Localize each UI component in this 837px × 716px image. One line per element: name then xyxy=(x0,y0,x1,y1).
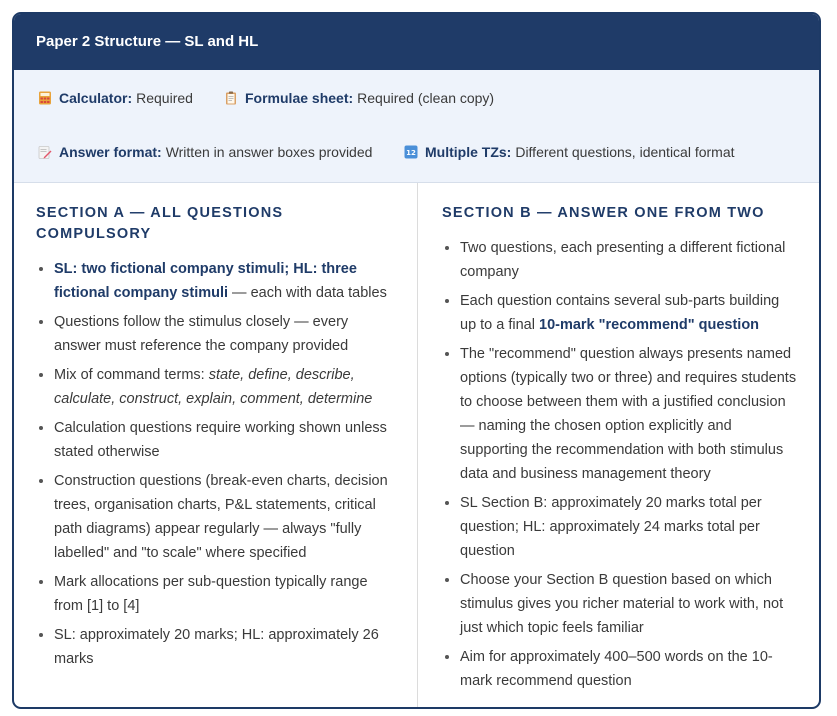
list-item xyxy=(460,491,799,563)
list-item-text: Questions follow the stimulus closely — every answer must reference the company provided xyxy=(54,314,349,354)
list-item-text: Aim for approximately 400–500 words on the 10-mark recommend question xyxy=(460,649,773,689)
list-item-text: — each with data tables xyxy=(228,285,387,301)
info-value: Different questions, identical format xyxy=(515,144,735,160)
list-item-text: Mix of command terms: xyxy=(54,367,209,383)
list-item-text: Calculation questions require working shown unless stated otherwise xyxy=(54,420,387,460)
list-item xyxy=(460,289,799,337)
section-a-list xyxy=(36,257,397,671)
info-multiple-tzs xyxy=(404,144,735,160)
info-calculator xyxy=(38,90,193,106)
clipboard-icon xyxy=(224,91,238,105)
list-item xyxy=(54,623,397,671)
svg-text:12: 12 xyxy=(406,149,416,157)
section-b xyxy=(418,183,819,709)
list-item-text: The "recommend" question always presents named options (typically two or three) and requires students to choose between them with a justified conclusion — naming the chosen option explicitly and supporting the recommendation with both stimulus data and business management theory xyxy=(460,346,797,482)
info-value: Required xyxy=(136,90,193,106)
list-item-emphasis: 10-mark "recommend" question xyxy=(539,317,760,333)
info-label: Calculator: xyxy=(59,90,133,106)
pencil-icon xyxy=(38,145,52,159)
info-label: Answer format: xyxy=(59,144,162,160)
list-item xyxy=(54,257,397,305)
list-item xyxy=(460,645,799,693)
paper-structure-card xyxy=(12,12,821,709)
section-b-heading: SECTION B — ANSWER ONE FROM TWO xyxy=(442,205,765,221)
list-item xyxy=(54,416,397,464)
list-item-text: Two questions, each presenting a different fictional company xyxy=(460,240,786,280)
info-panel xyxy=(14,70,819,183)
list-item xyxy=(460,236,799,284)
section-b-list xyxy=(442,236,799,693)
info-label: Formulae sheet: xyxy=(245,90,354,106)
list-item-text: Choose your Section B question based on which stimulus gives you richer material to work with, not just which topic feels familiar xyxy=(460,572,784,636)
card-title: Paper 2 Structure — SL and HL xyxy=(36,33,259,50)
list-item xyxy=(54,570,397,618)
section-a-heading: SECTION A — ALL QUESTIONS COMPULSORY xyxy=(36,205,284,242)
card-header xyxy=(14,14,819,70)
list-item-text: SL: approximately 20 marks; HL: approximately 26 marks xyxy=(54,627,379,667)
list-item xyxy=(54,469,397,565)
list-item xyxy=(54,363,397,411)
info-formulae-sheet xyxy=(224,90,494,106)
info-answer-format xyxy=(38,144,372,160)
list-item-text: Each question contains several sub-parts building up to a final xyxy=(460,293,780,333)
info-value: Required (clean copy) xyxy=(357,90,495,106)
info-label: Multiple TZs: xyxy=(425,144,512,160)
list-item-text: Construction questions (break-even charts, decision trees, organisation charts, P&L statements, critical path diagrams) appear regularly — always "fully labelled" and "to scale" where specified xyxy=(54,473,388,561)
list-item xyxy=(460,342,799,486)
section-a xyxy=(14,183,418,709)
command-terms: state, define, describe, calculate, construct, explain, comment, determine xyxy=(54,367,373,407)
calculator-icon xyxy=(38,91,52,105)
list-item-text: Mark allocations per sub-question typically range from [1] to [4] xyxy=(54,574,368,614)
list-item xyxy=(54,310,397,358)
numbers-icon xyxy=(404,145,418,159)
list-item xyxy=(460,568,799,640)
sections xyxy=(14,183,819,709)
list-item-emphasis: SL: two fictional company stimuli; HL: three fictional company stimuli xyxy=(54,261,357,301)
list-item-text: SL Section B: approximately 20 marks total per question; HL: approximately 24 marks total per question xyxy=(460,495,762,559)
info-value: Written in answer boxes provided xyxy=(165,144,373,160)
